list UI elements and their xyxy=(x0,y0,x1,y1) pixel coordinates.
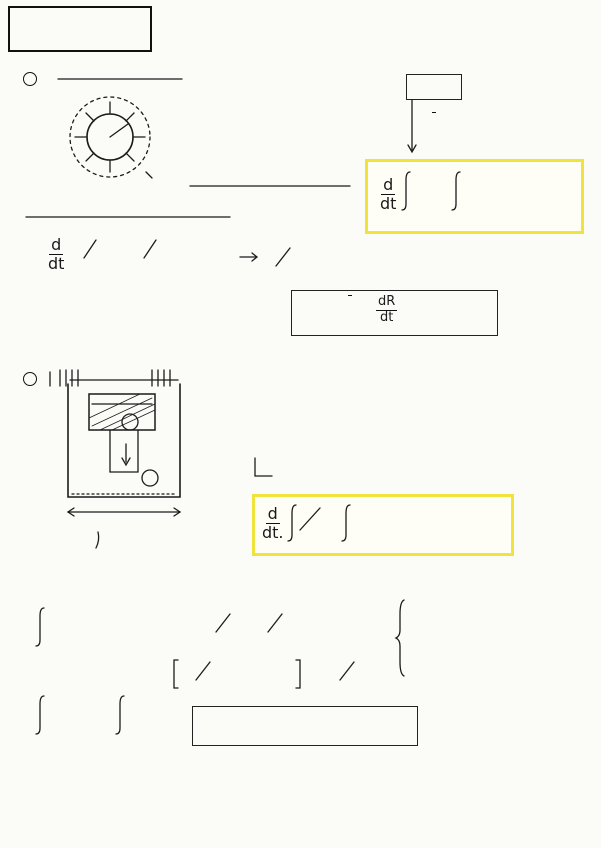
container-outline xyxy=(68,384,180,497)
ddt-fraction-1: $\frac{d}{dt}$ xyxy=(380,175,397,214)
